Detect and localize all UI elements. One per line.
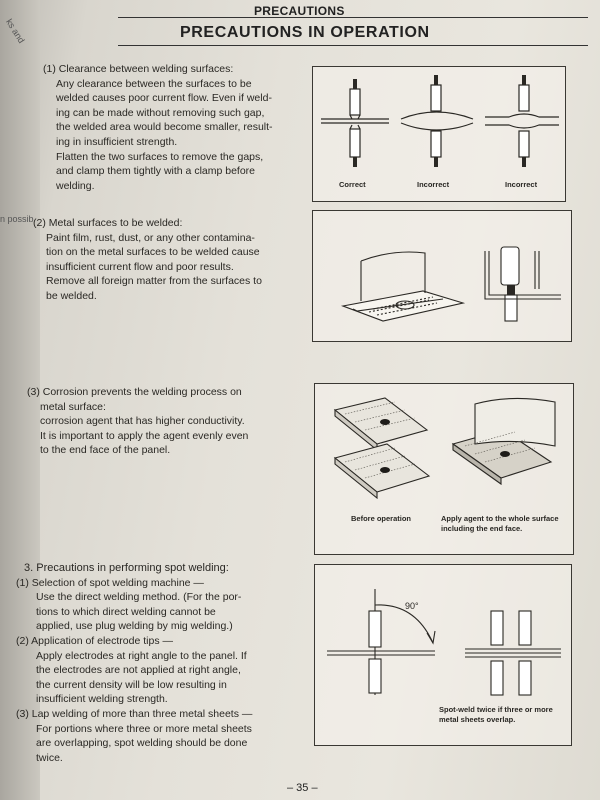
text-line: Remove all foreign matter from the surfaces to	[46, 275, 262, 288]
text-line: Apply electrodes at right angle to the panel. If	[36, 649, 247, 662]
text-line: ing can be made without removing such gap,	[56, 106, 265, 119]
text-line: tions to which direct welding cannot be	[36, 605, 216, 618]
text-line: and clamp them tightly with a clamp before	[56, 165, 256, 178]
angle-label: 90°	[405, 601, 419, 611]
text-line: Any clearance between the surfaces to be	[56, 77, 252, 90]
caption-correct: Correct	[339, 180, 366, 189]
title-divider	[118, 45, 588, 46]
caption-spot-weld-twice: Spot-weld twice if three or more metal sheets overlap.	[439, 705, 553, 724]
text-line: It is important to apply the agent evenly even	[40, 429, 249, 442]
caption-incorrect: Incorrect	[417, 180, 450, 189]
figure-corrosion	[314, 383, 574, 555]
text-line: to the end face of the panel.	[40, 444, 171, 457]
item-heading: (2) Metal surfaces to be welded:	[33, 217, 183, 229]
edge-text: n possib	[0, 214, 34, 224]
text-line: corrosion agent that has higher conductivity.	[40, 415, 245, 428]
text-line: For portions where three or more metal sheets	[36, 722, 252, 735]
text-line: metal surface:	[40, 400, 106, 413]
item-clearance	[43, 62, 293, 193]
figure-clearance	[312, 66, 566, 202]
text-line: ing in insufficient strength.	[56, 135, 178, 148]
panel-diagram	[313, 211, 571, 341]
text-line: welding.	[56, 179, 95, 192]
subsection-heading: (2) Application of electrode tips —	[16, 634, 173, 647]
text-line: Use the direct welding method. (For the por-	[36, 591, 242, 604]
text-line: twice.	[36, 751, 63, 764]
item-heading: (1) Clearance between welding surfaces:	[43, 63, 234, 75]
edge-text: ks and	[3, 17, 27, 45]
text-line: insufficient current flow and poor results.	[46, 260, 234, 273]
section-header	[118, 6, 588, 20]
subsection-heading: (3) Lap welding of more than three metal sheets —	[16, 707, 253, 720]
text-line: Flatten the two surfaces to remove the gaps,	[56, 150, 264, 163]
page-title: PRECAUTIONS IN OPERATION	[180, 24, 430, 41]
item-metal-surfaces	[33, 216, 295, 304]
caption-before-operation: Before operation	[351, 514, 412, 523]
caption-apply-agent: Apply agent to the whole surface including the end face.	[441, 514, 559, 533]
text-line: Paint film, rust, dust, or any other contamina-	[46, 231, 255, 244]
section-spot-welding	[16, 561, 300, 765]
text-line: insufficient welding strength.	[36, 693, 168, 706]
subsection-heading: (1) Selection of spot welding machine —	[16, 576, 204, 589]
caption-incorrect: Incorrect	[505, 180, 538, 189]
text-line: applied, use plug welding by mig welding.)	[36, 620, 233, 633]
page-number: – 35 –	[287, 782, 318, 794]
figure-electrode-angle	[314, 564, 572, 746]
header-label: PRECAUTIONS	[254, 4, 345, 18]
text-line: the current density will be low resulting in	[36, 678, 227, 691]
item-heading: (3) Corrosion prevents the welding process on	[27, 386, 242, 398]
figure-metal-surfaces	[312, 210, 572, 342]
text-line: be welded.	[46, 289, 97, 302]
section-heading: 3. Precautions in performing spot welding:	[24, 562, 229, 574]
text-line: are overlapping, spot welding should be done	[36, 737, 248, 750]
item-corrosion	[27, 385, 297, 458]
text-line: the welded area would become smaller, result-	[56, 121, 273, 134]
text-line: welded causes poor current flow. Even if weld-	[56, 92, 272, 105]
text-line: the electrodes are not applied at right angle,	[36, 664, 241, 677]
text-line: tion on the metal surfaces to be welded cause	[46, 246, 260, 259]
